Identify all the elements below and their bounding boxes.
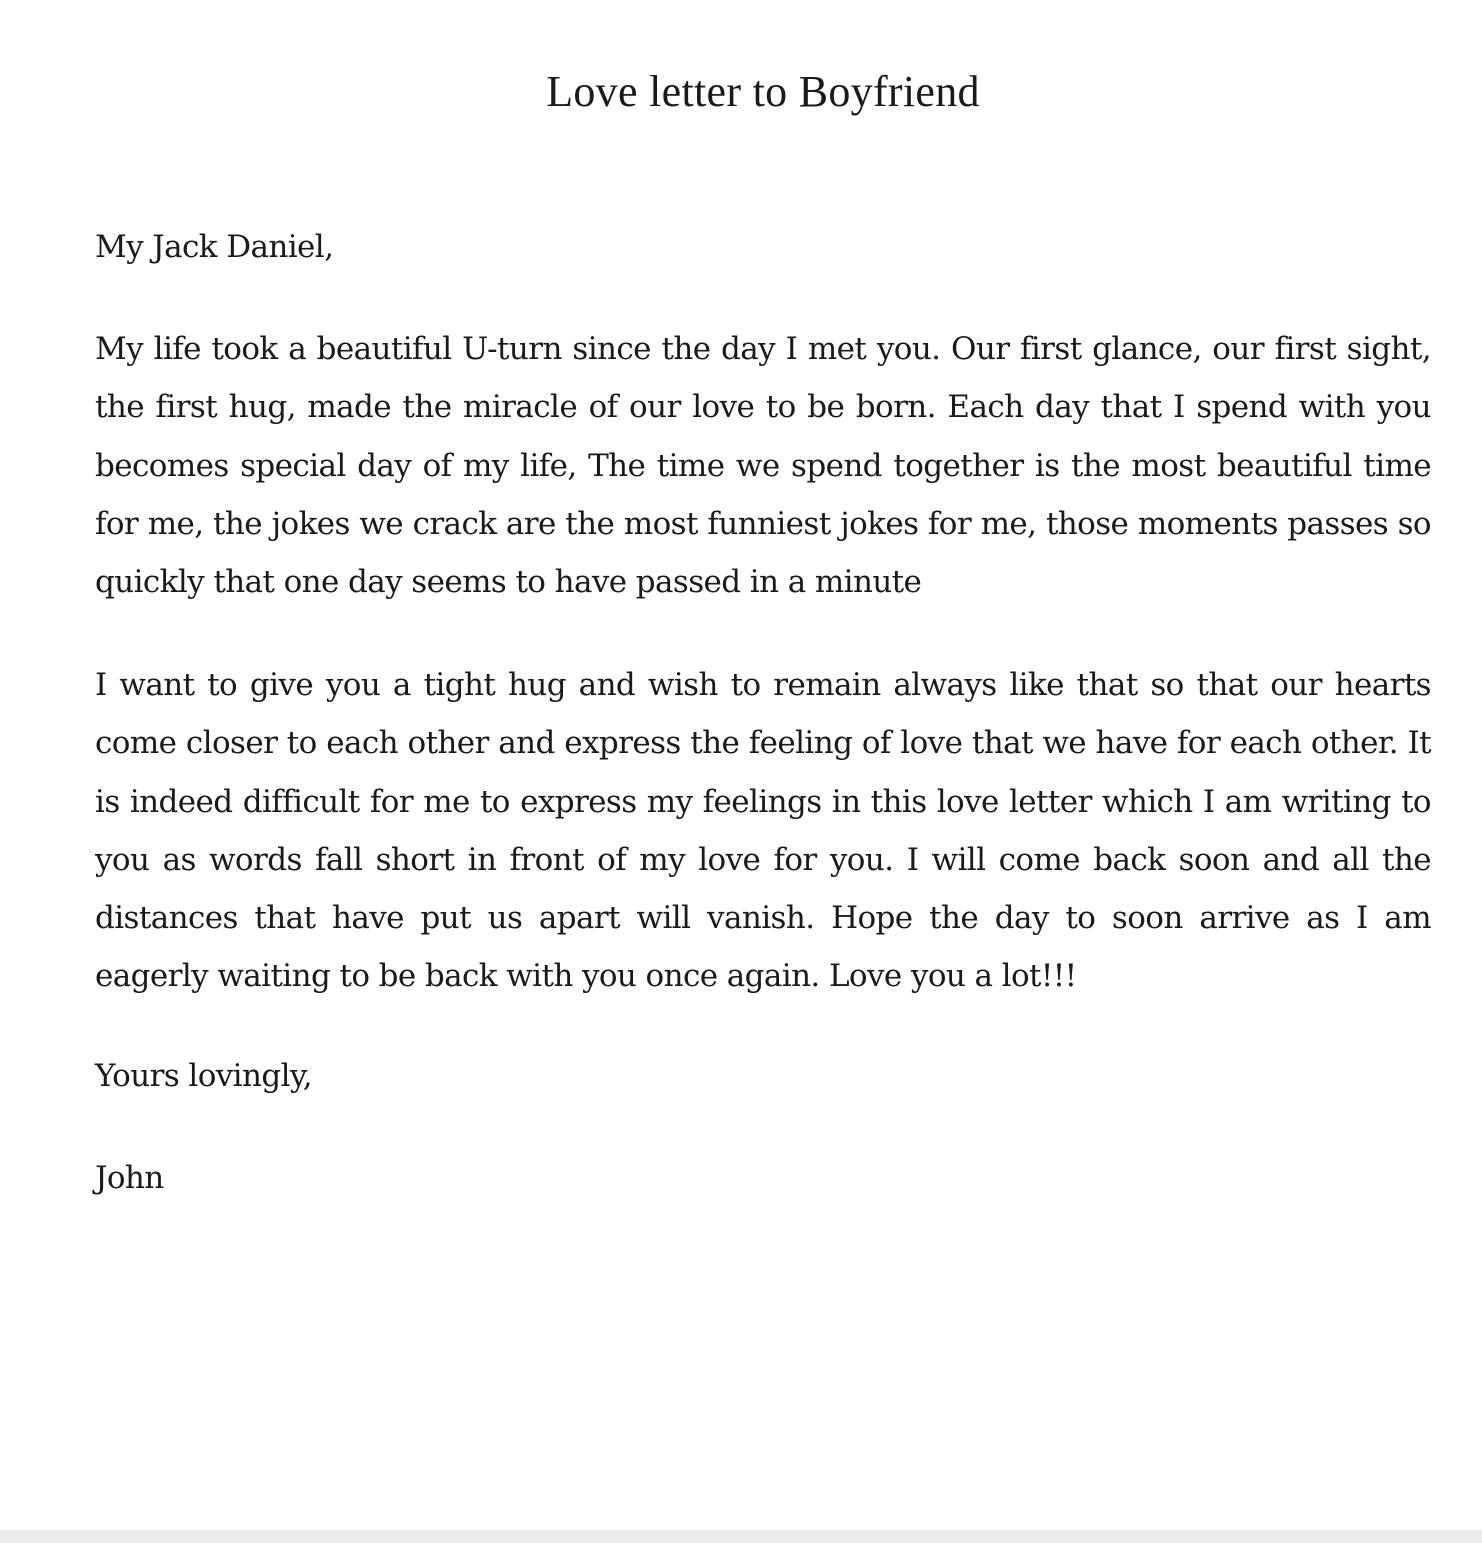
- letter-salutation: My Jack Daniel,: [95, 229, 334, 265]
- letter-paragraph-2: I want to give you a tight hug and wish to remain always like that so that our hearts come closer to each other and express the feeling of love that we have for each other. It is indeed difficult for me to express my feelings in this love letter which I am writing to you as words fall short in front of my love for you. I will come back soon and all the distances that have put us apart will vanish. Hope the day to soon arrive as I am eagerly waiting to be back with you once again. Love you a lot!!!: [95, 667, 1431, 995]
- letter-paragraph-1: My life took a beautiful U-turn since the day I met you. Our first glance, our first sight, the first hug, made the miracle of our love to be born. Each day that I spend with you becomes special day of my life, The time we spend together is the most beautiful time for me, the jokes we crack are the most funniest jokes for me, those moments passes so quickly that one day seems to have passed in a minute: [95, 331, 1431, 601]
- letter-signature: John: [95, 1160, 164, 1196]
- bottom-border: [0, 1530, 1482, 1543]
- letter-title: Love letter to Boyfriend: [546, 67, 980, 116]
- letter-closing: Yours lovingly,: [95, 1058, 312, 1094]
